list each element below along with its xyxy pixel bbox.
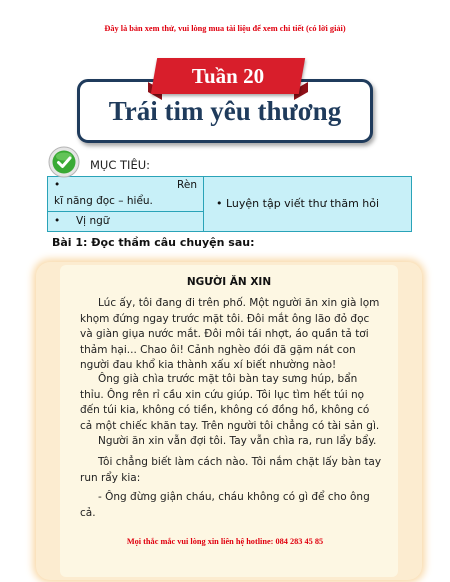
objective-cell-reading	[48, 177, 203, 212]
objectives-table	[47, 176, 412, 232]
story-paragraph: - Ông đừng giận cháu, cháu không có gì để cho ông cả.	[80, 491, 370, 519]
story-paragraph: Người ăn xin vẫn đợi tôi. Tay vẫn chìa ra, run lẩy bẩy.	[98, 435, 377, 447]
objective-text: Vị ngữ	[76, 215, 110, 227]
check-circle-icon	[48, 146, 80, 178]
objective-text: • Luyện tập viết thư thăm hỏi	[216, 197, 380, 210]
objective-cell-predicate	[48, 212, 203, 231]
story-paragraph: Ông già chìa trước mặt tôi bàn tay sưng húp, bẩn thỉu. Ông rên rỉ cầu xin cứu giúp. Tôi lục tìm hết túi nọ đến túi kia, không có tiền, không có đồng hồ, không có cả một chiếc khăn tay. Trên người tôi chẳng có tài sản gì.	[80, 373, 380, 432]
objective-text: kĩ năng đọc – hiểu.	[54, 195, 153, 207]
story-paragraph: Tôi chẳng biết làm cách nào. Tôi nắm chặt lấy bàn tay run rẩy kia:	[80, 456, 382, 484]
story-title: NGƯỜI ĂN XIN	[186, 276, 272, 288]
hotline-notice: Mọi thắc mắc vui lòng xin liên hệ hotline: 084 283 45 85	[126, 537, 324, 546]
week-label: Tuần 20	[191, 64, 265, 88]
objective-cell-letter	[204, 177, 411, 231]
objectives-left-column	[48, 177, 204, 231]
objectives-label: MỤC TIÊU:	[90, 158, 150, 172]
bullet: •	[54, 215, 61, 227]
bullet: •	[54, 179, 61, 191]
exercise-heading: Bài 1: Đọc thầm câu chuyện sau:	[52, 236, 255, 249]
objective-text: Rèn	[177, 179, 197, 191]
preview-notice: Đây là bản xem thử, vui lòng mua tài liệu để xem chi tiết (có lời giải)	[104, 24, 346, 33]
page-title: Trái tim yêu thương	[108, 96, 342, 126]
story-paragraph: Lúc ấy, tôi đang đi trên phố. Một người ăn xin già lọm khọm đứng ngay trước mặt tôi. Đôi mắt ông lão đỏ đọc và giàn giụa nước mắt. Đôi môi tái nhợt, áo quần tả tơi thảm hại... Chao ôi! Cảnh nghèo đói đã gặm nát con người đau khổ kia thành xấu xí biết nhường nào!	[80, 297, 380, 371]
